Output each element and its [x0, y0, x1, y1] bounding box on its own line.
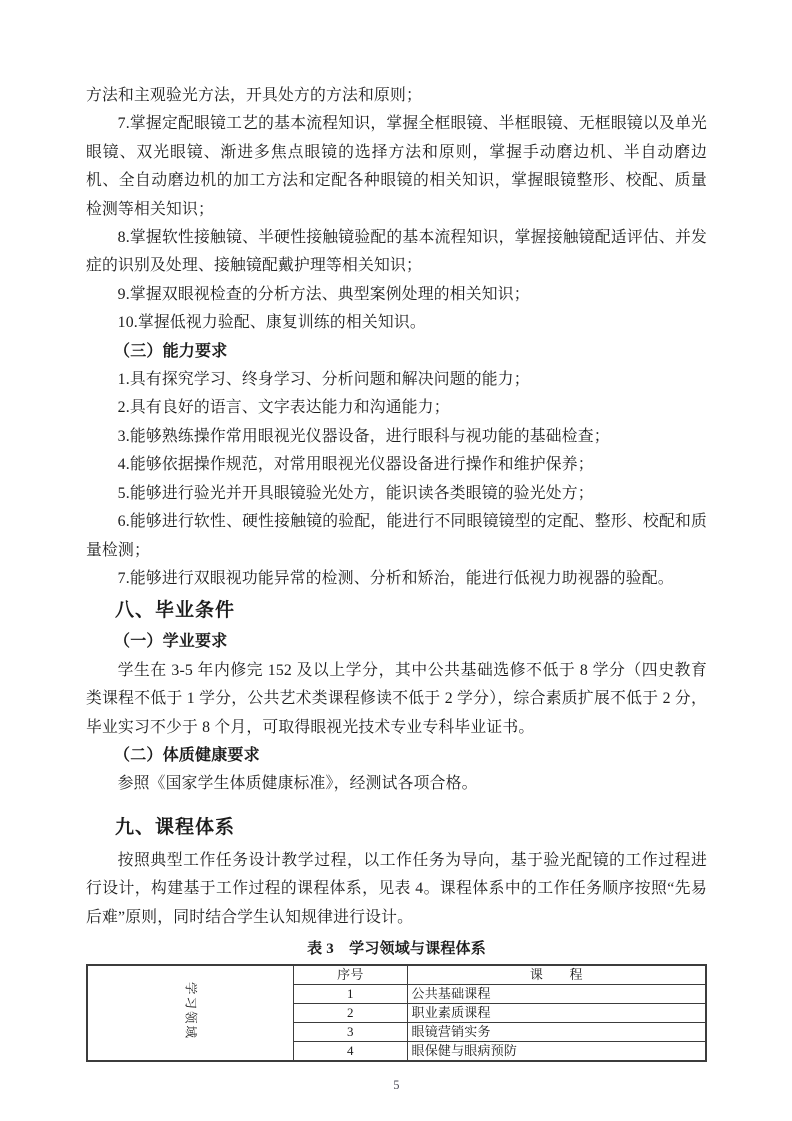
academic-requirements-text: 学生在 3-5 年内修完 152 及以上学分，其中公共基础选修不低于 8 学分（四史教育类课程不低于 1 学分，公共艺术类课程修读不低于 2 学分），综合素质扩展不低于 2 分，毕业实习不少于 8 个月，可取得眼视光技术专业专科毕业证书。: [86, 661, 707, 736]
health-requirements-text: 参照《国家学生体质健康标准》，经测试各项合格。: [117, 775, 478, 793]
table-cell-index: 3: [294, 1022, 407, 1041]
table-cell-course: 眼保健与眼病预防: [407, 1041, 706, 1061]
table-cell-index: 4: [294, 1041, 407, 1061]
heading-academic-requirements: （一）学业要求: [114, 633, 228, 651]
ability-item-2: 2.具有良好的语言、文字表达能力和沟通能力；: [117, 399, 450, 417]
ability-item-6: 6.能够进行软性、硬性接触镜的验配，能进行不同眼镜镜型的定配、整形、校配和质量检测；: [86, 513, 707, 559]
heading-health-requirements: （二）体质健康要求: [114, 746, 260, 764]
knowledge-item-9: 9.掌握双眼视检查的分析方法、典型案例处理的相关知识；: [117, 285, 530, 303]
learning-domain-vertical-label: 学习领域: [183, 981, 198, 1040]
table-cell-index: 1: [294, 984, 407, 1003]
table-header-row: [87, 965, 706, 985]
ability-item-7: 7.能够进行双眼视功能异常的检测、分析和矫治，能进行低视力助视器的验配。: [117, 569, 674, 587]
table-header-index: 序号: [294, 965, 407, 985]
curriculum-system-text: 按照典型工作任务设计教学过程，以工作任务为导向，基于验光配镜的工作过程进行设计，构建基于工作过程的课程体系，见表 4。课程体系中的工作任务顺序按照“先易后难”原则，同时结合学生认知规律进行设计。: [86, 851, 707, 926]
ability-item-1: 1.具有探究学习、终身学习、分析问题和解决问题的能力；: [117, 371, 530, 389]
table-header-course: 课 程: [407, 965, 706, 985]
document-body: [86, 82, 707, 1093]
table-cell-learning-domain: [87, 965, 294, 1061]
heading-ability-requirements: （三）能力要求: [114, 342, 228, 360]
table-caption: 表 3 学习领域与课程体系: [307, 940, 486, 957]
page-number: 5: [393, 1077, 400, 1092]
paragraph-continuation: 方法和主观验光方法，开具处方的方法和原则；: [86, 87, 422, 104]
table-cell-course: 职业素质课程: [407, 1003, 706, 1022]
table-cell-course: 公共基础课程: [407, 984, 706, 1003]
heading-graduation-conditions: 八、毕业条件: [115, 600, 236, 622]
knowledge-item-8: 8.掌握软性接触镜、半硬性接触镜验配的基本流程知识，掌握接触镜配适评估、并发症的识别及处理、接触镜配戴护理等相关知识；: [86, 229, 707, 275]
ability-item-3: 3.能够熟练操作常用眼视光仪器设备，进行眼科与视功能的基础检查；: [117, 427, 610, 445]
knowledge-item-7: 7.掌握定配眼镜工艺的基本流程知识，掌握全框眼镜、半框眼镜、无框眼镜以及单光眼镜、双光眼镜、渐进多焦点眼镜的选择方法和原则，掌握手动磨边机、半自动磨边机、全自动磨边机的加工方法和定配各种眼镜的相关知识，掌握眼镜整形、校配、质量检测等相关知识；: [86, 115, 707, 218]
knowledge-item-10: 10.掌握低视力验配、康复训练的相关知识。: [117, 314, 426, 332]
table-cell-course: 眼镜营销实务: [407, 1022, 706, 1041]
ability-item-5: 5.能够进行验光并开具眼镜验光处方，能识读各类眼镜的验光处方；: [117, 484, 594, 502]
table-cell-index: 2: [294, 1003, 407, 1022]
heading-curriculum-system: 九、课程体系: [115, 816, 236, 838]
ability-item-4: 4.能够依据操作规范，对常用眼视光仪器设备进行操作和维护保养；: [117, 456, 594, 474]
course-table: [86, 964, 707, 1062]
